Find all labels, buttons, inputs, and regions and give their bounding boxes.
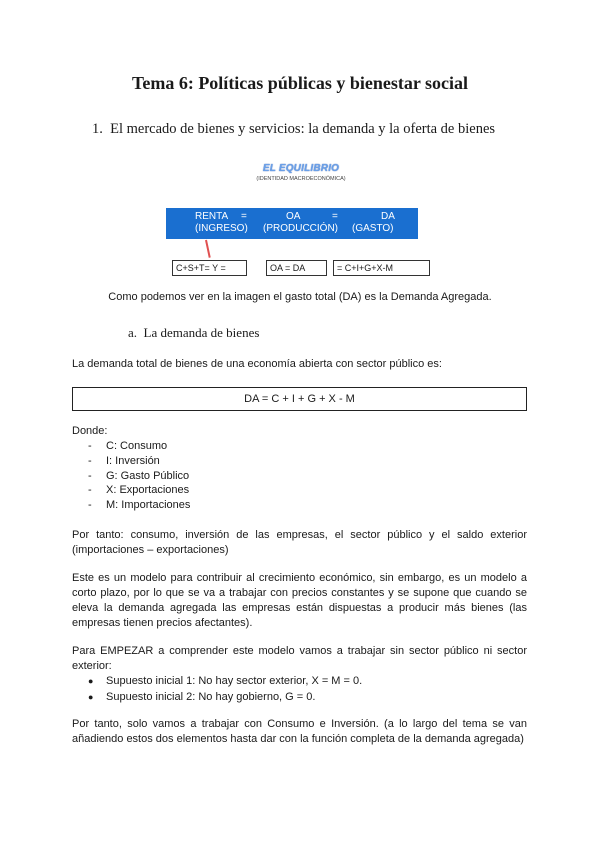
list-item: ● Supuesto inicial 2: No hay gobierno, G = 0. <box>88 689 362 705</box>
arrow-line <box>205 240 211 258</box>
assumptions-list <box>88 673 362 705</box>
paragraph-1: Por tanto: consumo, inversión de las empresas, el sector público y el saldo exterior (importaciones – exportaciones) <box>72 529 527 556</box>
list-item: - G: Gasto Público <box>88 469 190 484</box>
section-number: 1. <box>92 121 103 137</box>
section-text: El mercado de bienes y servicios: la demanda y la oferta de bienes <box>110 121 496 137</box>
list-item: - M: Importaciones <box>88 498 190 513</box>
donde-label: Donde: <box>72 425 108 437</box>
ingreso-label: (INGRESO) <box>195 223 248 234</box>
figure-title-block <box>236 163 366 182</box>
subsection-heading-a <box>128 325 259 341</box>
list-item: - C: Consumo <box>88 439 190 454</box>
produccion-label: (PRODUCCIÓN) <box>263 223 338 234</box>
subsection-text: La demanda de bienes <box>143 325 260 340</box>
components-list <box>88 439 190 513</box>
figure-caption: Como podemos ver en la imagen el gasto total (DA) es la Demanda Agregada. <box>108 291 492 303</box>
list-item: - I: Inversión <box>88 454 190 469</box>
gasto-label: (GASTO) <box>352 223 394 234</box>
da-label: DA <box>381 211 395 222</box>
identity-bar <box>166 208 418 239</box>
figure-subtitle: (IDENTIDAD MACROECONÓMICA) <box>256 176 346 182</box>
figure-title: EL EQUILIBRIO <box>262 163 340 174</box>
intro-paragraph: La demanda total de bienes de una economía abierta con sector público es: <box>72 358 442 370</box>
equation-box-1: C+S+T= Y = <box>172 260 247 276</box>
section-heading-1 <box>92 121 495 138</box>
formula-box: DA = C + I + G + X - M <box>72 387 527 411</box>
oa-label: OA <box>286 211 301 222</box>
list-item: - X: Exportaciones <box>88 483 190 498</box>
equals-1: = <box>241 211 247 222</box>
list-item: ● Supuesto inicial 1: No hay sector exterior, X = M = 0. <box>88 673 362 689</box>
equation-box-3: = C+I+G+X-M <box>333 260 430 276</box>
subsection-letter: a. <box>128 325 138 340</box>
paragraph-2: Este es un modelo para contribuir al crecimiento económico, sin embargo, es un modelo a corto plazo, por lo que se va a trabajar con precios constantes y se supone que cuando se eleva la demanda agregada las empresas están dispuestas a producir más bienes (las empresas tienen precios afectantes). <box>72 572 527 629</box>
renta-label: RENTA <box>195 211 229 222</box>
page-title: Tema 6: Políticas públicas y bienestar social <box>131 73 468 93</box>
equals-2: = <box>332 211 338 222</box>
equation-box-2: OA = DA <box>266 260 327 276</box>
paragraph-3: Para EMPEZAR a comprender este modelo vamos a trabajar sin sector público ni sector exterior: <box>72 645 527 672</box>
paragraph-4: Por tanto, solo vamos a trabajar con Consumo e Inversión. (a lo largo del tema se van añadiendo estos dos elementos hasta dar con la función completa de la demanda agregada) <box>72 718 527 745</box>
